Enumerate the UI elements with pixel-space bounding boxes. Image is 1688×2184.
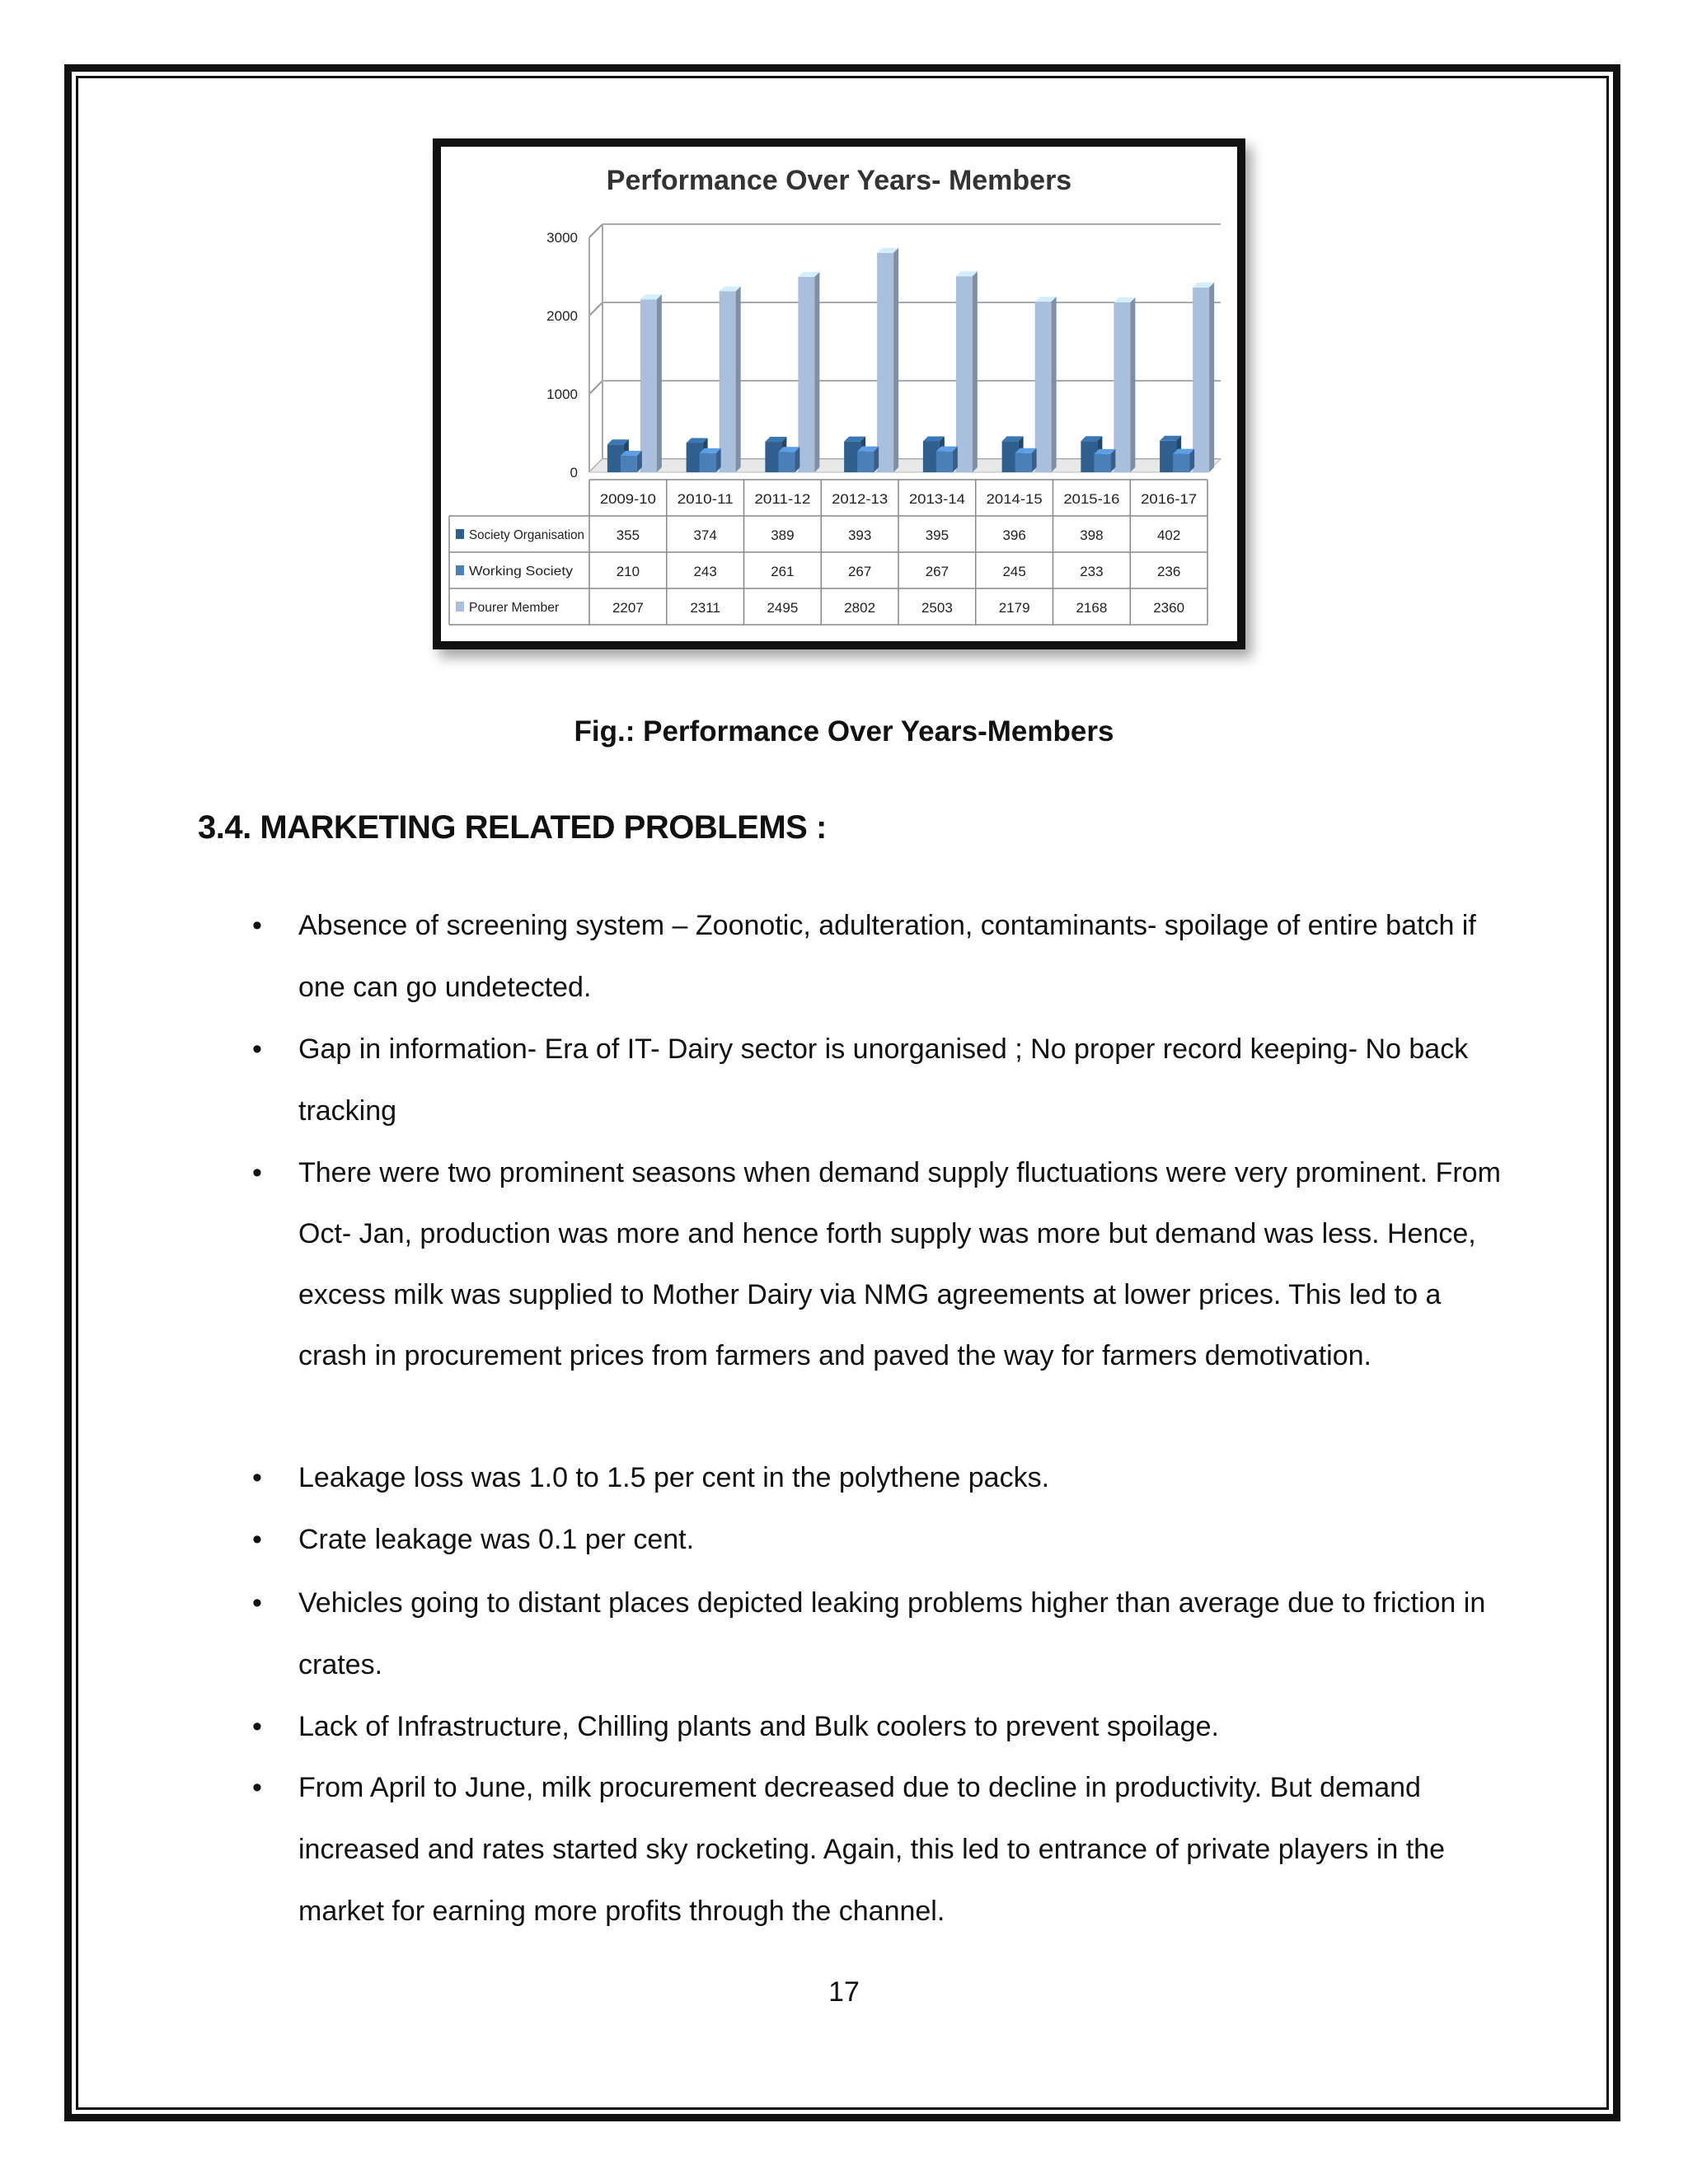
legend-label: Working Society: [469, 565, 573, 579]
x-tick-label: 2010-11: [677, 491, 734, 507]
data-label: 233: [1080, 564, 1104, 579]
data-label: 2207: [612, 600, 644, 616]
bar-side: [1130, 298, 1135, 472]
x-tick-label: 2011-12: [754, 491, 811, 507]
bar: [956, 276, 973, 472]
data-label: 2179: [998, 600, 1030, 616]
bar: [1193, 288, 1209, 472]
bar: [640, 299, 657, 472]
bar: [1015, 453, 1032, 472]
list-item: [252, 1696, 1502, 1757]
data-label: 398: [1080, 527, 1104, 543]
legend-label: Pourer Member: [469, 601, 560, 615]
bar: [1094, 454, 1110, 472]
bar: [857, 452, 874, 472]
y-tick-label: 2000: [546, 308, 578, 324]
data-label: 210: [616, 564, 640, 579]
list-item: [252, 1142, 1502, 1447]
bullet-text: Crate leakage was 0.1 per cent.: [298, 1524, 695, 1555]
bar: [936, 452, 953, 472]
data-label: 2503: [921, 600, 953, 616]
list-item: [252, 1757, 1502, 1943]
figure-caption: Fig.: Performance Over Years-Members: [574, 715, 1114, 748]
bullet-text: Leakage loss was 1.0 to 1.5 per cent in the polythene packs.: [298, 1462, 1050, 1493]
bar: [1035, 302, 1052, 472]
bar: [877, 253, 893, 472]
gridline-depth: [589, 224, 603, 237]
bullet-text: From April to June, milk procurement decreased due to decline in productivity. But demand increased and rates started sky rocketing. Again, this led to entrance of private players in the market for earning more profits through the channel.: [298, 1772, 1445, 1927]
x-tick-label: 2015-16: [1063, 491, 1120, 507]
list-item: [252, 1019, 1502, 1142]
bar: [778, 452, 795, 472]
data-label: 245: [1002, 564, 1026, 579]
bar-side: [973, 271, 978, 472]
data-label: 389: [771, 527, 795, 543]
bullet-text: Lack of Infrastructure, Chilling plants and Bulk coolers to prevent spoilage.: [298, 1711, 1219, 1742]
bar: [621, 456, 637, 472]
data-label: 267: [847, 564, 872, 579]
data-label: 396: [1002, 527, 1026, 543]
gridline-depth: [589, 381, 603, 394]
bar: [700, 453, 716, 472]
x-tick-label: 2014-15: [986, 491, 1043, 507]
x-tick-label: 2016-17: [1141, 491, 1198, 507]
bullet-icon: •: [252, 910, 262, 941]
x-tick-label: 2013-14: [908, 491, 965, 507]
x-tick-label: 2012-13: [832, 491, 889, 507]
bullet-text: Vehicles going to distant places depicted leaking problems higher than average due to friction in crates.: [298, 1587, 1486, 1680]
legend-swatch: [456, 565, 464, 575]
legend-swatch: [456, 602, 464, 612]
bullet-icon: •: [252, 1711, 262, 1742]
bar: [798, 277, 814, 472]
x-tick-label: 2009-10: [599, 491, 656, 507]
bar: [720, 291, 736, 472]
gridline-depth: [589, 302, 603, 316]
page-number: 17: [828, 1976, 860, 2008]
bullet-icon: •: [252, 1157, 262, 1188]
y-tick-label: 3000: [546, 230, 578, 246]
y-tick-label: 1000: [546, 387, 578, 402]
chart-svg: [441, 147, 1237, 641]
data-label: 2802: [844, 600, 876, 616]
data-label: 267: [925, 564, 950, 579]
legend-label: Society Organisation: [469, 528, 584, 542]
bullet-icon: •: [252, 1033, 262, 1065]
data-label: 355: [616, 527, 640, 543]
bar: [1173, 454, 1189, 472]
bar-side: [1209, 283, 1214, 472]
data-label: 402: [1156, 527, 1181, 543]
data-label: 243: [693, 564, 717, 579]
bullet-text: There were two prominent seasons when demand supply fluctuations were very prominent. From Oct- Jan, production was more and hence forth supply was more but demand was less. Hence, excess milk was supplied to Mother Dairy via NMG agreements at lower prices. This led to a crash in procurement prices from farmers and paved the way for farmers demotivation.: [298, 1157, 1501, 1371]
bullet-icon: •: [252, 1462, 262, 1493]
list-item: [252, 1572, 1502, 1696]
data-label: 2311: [690, 600, 720, 616]
bar-side: [736, 286, 741, 472]
legend-swatch: [456, 529, 464, 539]
bar-side: [1052, 297, 1057, 472]
data-label: 393: [847, 527, 872, 543]
data-label: 236: [1156, 564, 1181, 579]
bullet-list: [252, 895, 1502, 1943]
list-item: [252, 1509, 1502, 1572]
bullet-icon: •: [252, 1524, 262, 1555]
bullet-icon: •: [252, 1772, 262, 1803]
data-label: 2360: [1153, 600, 1185, 616]
list-item: [252, 895, 1502, 1019]
bullet-text: Gap in information- Era of IT- Dairy sector is unorganised ; No proper record keeping- No back tracking: [298, 1033, 1469, 1127]
bar-side: [657, 294, 662, 472]
data-label: 395: [925, 527, 950, 543]
data-label: 2495: [767, 600, 799, 616]
list-item: [252, 1447, 1502, 1509]
data-label: 374: [693, 527, 717, 543]
bullet-icon: •: [252, 1587, 262, 1619]
chart-figure: [433, 138, 1245, 649]
bar-side: [893, 248, 898, 472]
bar-side: [814, 272, 819, 472]
data-label: 2168: [1076, 600, 1108, 616]
chart-title: Performance Over Years- Members: [606, 165, 1072, 196]
y-tick-label: 0: [570, 465, 578, 480]
bar: [1114, 302, 1130, 472]
data-label: 261: [771, 564, 795, 579]
bullet-text: Absence of screening system – Zoonotic, adulteration, contaminants- spoilage of entire batch if one can go undetected.: [298, 910, 1476, 1003]
section-heading: 3.4. MARKETING RELATED PROBLEMS :: [198, 809, 827, 846]
